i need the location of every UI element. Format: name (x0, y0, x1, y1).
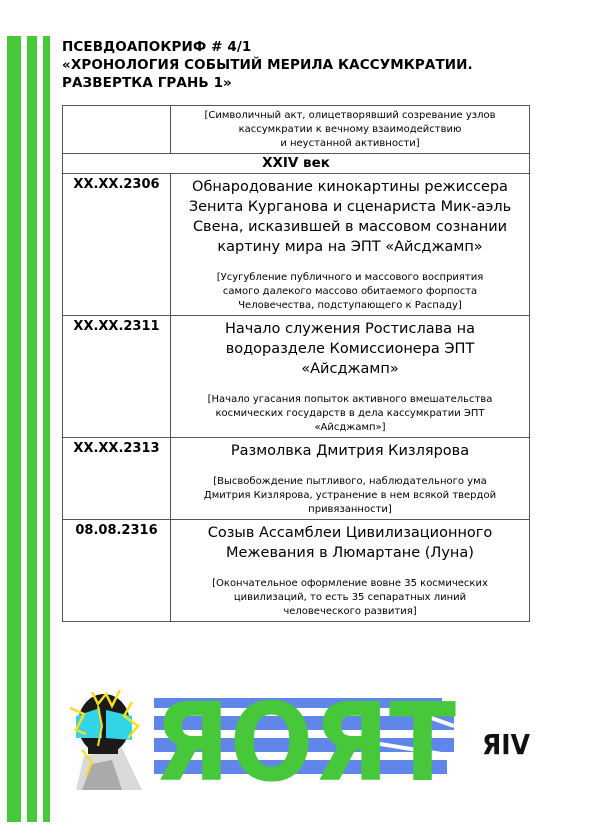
decorative-stripe (27, 36, 37, 822)
note-line: кассумкратии к вечному взаимодействию (238, 124, 462, 135)
event-title (171, 438, 529, 461)
title-line: «Айсджамп» (301, 361, 399, 377)
table-row (63, 520, 530, 622)
title-line: Размолвка Дмитрия Кизлярова (230, 443, 470, 459)
table-row (63, 316, 530, 438)
content-cell (171, 174, 530, 316)
event-note (171, 379, 529, 437)
note-line: [Начало угасания попыток активного вмешательства (207, 394, 493, 405)
event-note (171, 257, 529, 315)
note-line: космических государств в дела кассумкратии ЭПТ (215, 408, 485, 419)
note-line: и неустанной активности] (280, 138, 420, 149)
content-cell (171, 106, 530, 154)
title-line: Межевания в Люмартане (Луна) (226, 545, 474, 561)
table-row (63, 438, 530, 520)
title-line: Обнародование кинокартины режиссера (192, 179, 508, 195)
decorative-stripe (7, 36, 21, 822)
date-cell (63, 106, 171, 154)
table-row (63, 106, 530, 154)
title-line: Начало служения Ростислава на (224, 321, 476, 337)
header-line: «ХРОНОЛОГИЯ СОБЫТИЙ МЕРИЛА КАССУМКРАТИИ. (62, 57, 473, 73)
note-line: цивилизаций, то есть 35 сепаратных линий (233, 592, 467, 603)
title-line: водоразделе Комиссионера ЭПТ (225, 341, 475, 357)
document-header (62, 38, 532, 92)
note-line: самого далекого массово обитаемого форпоста (222, 286, 478, 297)
note-line: Дмитрия Кизлярова, устранение в нем всякой твердой (203, 490, 497, 501)
table-row (63, 174, 530, 316)
event-note (171, 461, 529, 519)
logo-graphic (62, 686, 532, 790)
century-row (63, 154, 530, 174)
note-line: [Окончательное оформление вовне 35 космических (212, 578, 488, 589)
note-line: Человечества, подступающего к Распаду] (238, 300, 462, 311)
event-note (171, 106, 529, 153)
title-line: Свена, исказившей в массовом сознании (192, 219, 508, 235)
header-line: РАЗВЕРТКА ГРАНЬ 1» (62, 75, 232, 91)
note-line: человеческого развития] (283, 606, 417, 617)
event-date: XX.XX.2313 (63, 438, 171, 520)
content-cell (171, 520, 530, 622)
title-line: картину мира на ЭПТ «Айсджамп» (217, 239, 483, 255)
note-line: [Символичный акт, олицетворявший созревание узлов (204, 110, 496, 121)
title-line: Зенита Курганова и сценариста Мик-аэль (188, 199, 512, 215)
event-date: 08.08.2316 (63, 520, 171, 622)
content-cell (171, 438, 530, 520)
mascot-icon (70, 690, 142, 790)
header-line: ПСЕВДОАПОКРИФ # 4/1 (62, 39, 252, 55)
logo-word: ЯОЯТ (154, 686, 457, 790)
note-line: [Высвобождение пытливого, наблюдательного ума (213, 476, 487, 487)
note-line: [Усугубление публичного и массового восприятия (216, 272, 484, 283)
content-cell (171, 316, 530, 438)
century-heading: XXIV век (63, 154, 530, 174)
event-title (171, 174, 529, 257)
note-line: привязанности] (308, 504, 392, 515)
event-title (171, 316, 529, 379)
decorative-stripe (43, 36, 50, 822)
logo-suffix: ЯIV (482, 728, 531, 761)
event-title (171, 520, 529, 563)
chronology-table (62, 105, 530, 622)
event-note (171, 563, 529, 621)
title-line: Созыв Ассамблеи Цивилизационного (207, 525, 493, 541)
event-date: XX.XX.2311 (63, 316, 171, 438)
note-line: «Айсджамп»] (314, 422, 386, 433)
series-logo (62, 686, 532, 790)
event-date: XX.XX.2306 (63, 174, 171, 316)
